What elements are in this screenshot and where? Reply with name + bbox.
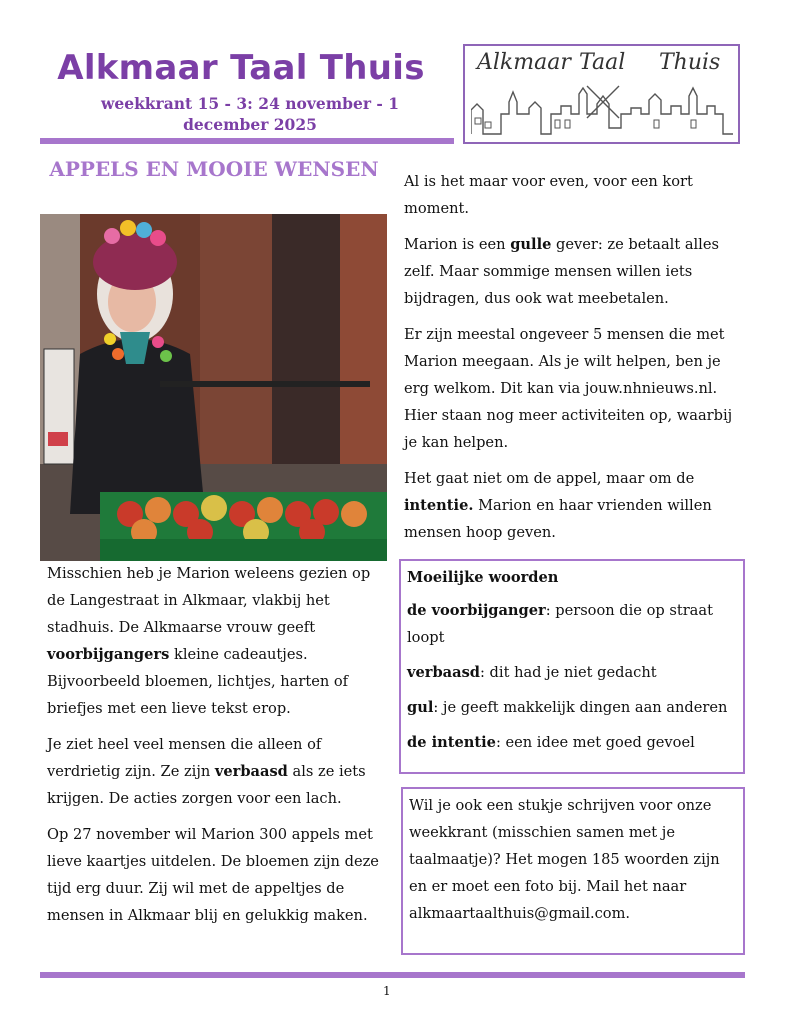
page-number: 1 <box>383 984 391 998</box>
glossary-box <box>399 559 745 774</box>
keyword-verbaasd: verbaasd <box>214 763 288 780</box>
skyline-icon <box>471 84 733 140</box>
glossary-item: de intentie: een idee met goed gevoel <box>407 734 695 751</box>
article-paragraph-1: Misschien heb je Marion weleens gezien op de Langestraat in Alkmaar, vlakbij het stadhuis. De Alkmaarse vrouw geeft voorbijgangers kleine cadeautjes. Bijvoorbeeld bloemen, lichtjes, harten of briefjes met een lieve tekst erop. <box>47 565 371 717</box>
keyword-gulle: gulle <box>510 236 552 253</box>
article-right-column <box>404 168 744 555</box>
write-for-us-box <box>401 787 745 955</box>
article-paragraph-6: Er zijn meestal ongeveer 5 mensen die met Marion meegaan. Als je wilt helpen, ben je erg welkom. Dit kan via jouw.nhnieuws.nl. Hier staan nog meer activiteiten op, waarbij je kan helpen. <box>404 326 733 451</box>
masthead-logo <box>463 44 740 144</box>
logo-word-alkmaar: Alkmaar <box>477 50 571 75</box>
logo-word-thuis: Thuis <box>659 50 721 75</box>
footer-rule <box>40 972 745 978</box>
keyword-intentie: intentie. <box>404 497 474 514</box>
glossary-title: Moeilijke woorden <box>407 569 559 586</box>
keyword-voorbijgangers: voorbijgangers <box>47 646 170 663</box>
callout-text: Wil je ook een stukje schrijven voor onze weekkrant (misschien samen met je taalmaatje)? Het mogen 185 woorden zijn en er moet een foto bij. Mail het naar alkmaartaalthuis@gmail.com. <box>409 797 720 922</box>
article-left-column <box>47 560 387 938</box>
glossary-item: de voorbijganger: persoon die op straat loopt <box>407 602 713 646</box>
article-paragraph-2: Je ziet heel veel mensen die alleen of verdrietig zijn. Ze zijn verbaasd als ze iets krijgen. De acties zorgen voor een lach. <box>47 736 366 807</box>
article-paragraph-7: Het gaat niet om de appel, maar om de intentie. Marion en haar vrienden willen mensen hoop geven. <box>404 470 712 541</box>
article-paragraph-3: Op 27 november wil Marion 300 appels met lieve kaartjes uitdelen. De bloemen zijn deze tijd erg duur. Zij wil met de appeltjes de mensen in Alkmaar blij en gelukkig maken. <box>47 826 379 924</box>
header-rule <box>40 138 454 144</box>
newspaper-title: Alkmaar Taal Thuis <box>57 48 425 88</box>
article-photo <box>40 214 387 561</box>
article-paragraph-4: Al is het maar voor even, voor een kort moment. <box>404 173 693 217</box>
glossary-item: gul: je geeft makkelijk dingen aan anderen <box>407 699 728 716</box>
logo-word-taal: Taal <box>579 50 626 75</box>
article-headline: APPELS EN MOOIE WENSEN <box>49 157 379 181</box>
glossary-item: verbaasd: dit had je niet gedacht <box>407 664 657 681</box>
apples-photo-illustration <box>40 214 387 561</box>
article-paragraph-5: Marion is een gulle gever: ze betaalt alles zelf. Maar sommige mensen willen iets bijdragen, dus ook wat meebetalen. <box>404 236 719 307</box>
issue-subtitle: weekkrant 15 - 3: 24 november - 1 december 2025 <box>101 94 399 134</box>
